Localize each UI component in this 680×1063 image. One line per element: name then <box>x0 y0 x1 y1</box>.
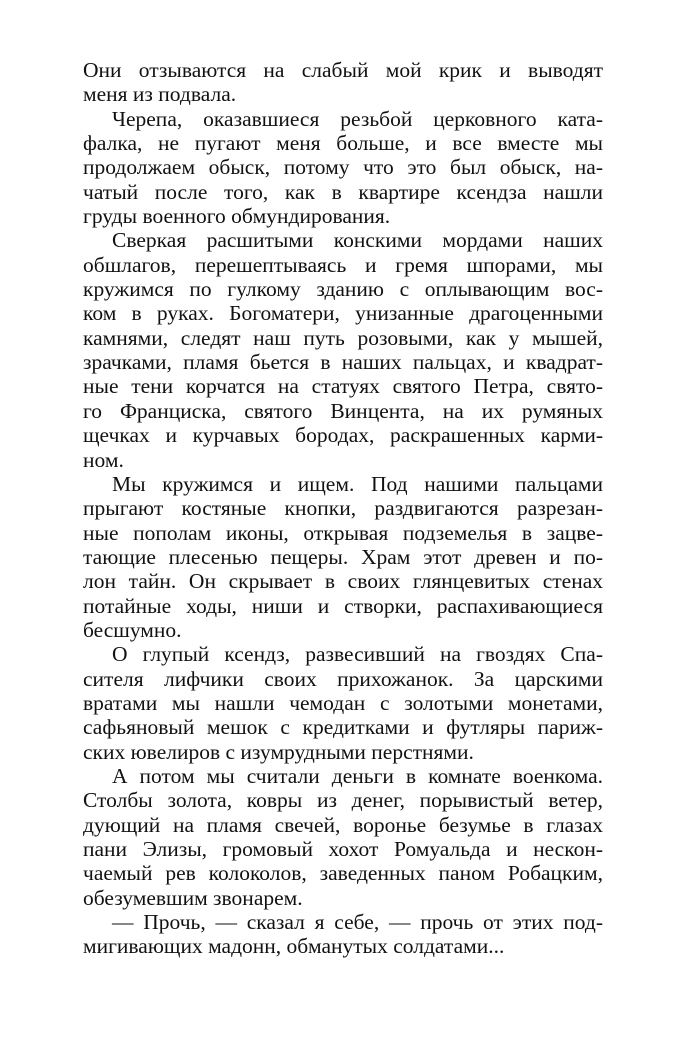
text-line: потайные ходы, ниши и створки, распахивающиеся <box>83 593 603 618</box>
text-line: Мы кружимся и ищем. Под нашими пальцами <box>112 471 603 496</box>
text-line: продолжаем обыск, потому что это был обыск, на- <box>83 155 603 180</box>
text-line: бесшумно. <box>83 617 182 642</box>
text-line: кружимся по гулкому зданию с оплывающим вос- <box>83 277 603 302</box>
text-line: обшлагов, перешептываясь и гремя шпорами, мы <box>83 252 603 277</box>
text-line: — Прочь, — сказал я себе, — прочь от этих под- <box>112 910 603 935</box>
text-line: ные пополам иконы, открывая подземелья в зацве- <box>83 520 603 545</box>
text-line: ном. <box>83 447 124 472</box>
text-line: обезумевшим звонарем. <box>83 885 303 910</box>
text-line: зрачками, пламя бьется в наших пальцах, и квадрат- <box>83 350 603 375</box>
text-line: вратами мы нашли чемодан с золотыми монетами, <box>83 690 603 715</box>
text-line: А потом мы считали деньги в комнате военкома. <box>112 763 603 788</box>
text-line: го Франциска, святого Винцента, на их румяных <box>83 398 603 423</box>
text-line: ные тени корчатся на статуях святого Петра, свято- <box>83 374 603 399</box>
text-line: Сверкая расшитыми конскими мордами наших <box>112 228 603 253</box>
text-line: фалка, не пугают меня больше, и все вместе мы <box>83 131 603 156</box>
text-line: сафьяновый мешок с кредитками и футляры париж- <box>83 715 603 740</box>
text-line: чаемый рев колоколов, заведенных паном Робацким, <box>83 861 603 886</box>
text-line: ком в руках. Богоматери, унизанные драгоценными <box>83 301 603 326</box>
text-line: О глупый ксендз, развесивший на гвоздях Спа- <box>112 642 603 667</box>
text-line: дующий на пламя свечей, воронье безумье в глазах <box>83 812 603 837</box>
text-line: щечках и курчавых бородах, раскрашенных карми- <box>83 423 603 448</box>
text-line: пани Элизы, громовый хохот Ромуальда и нескон- <box>83 837 603 861</box>
text-line: мигивающих мадонн, обманутых солдатами... <box>83 934 505 959</box>
text-line: меня из подвала. <box>83 82 237 107</box>
text-line: сителя лифчики своих прихожанок. За царскими <box>83 666 603 691</box>
text-line: лон тайн. Он скрывает в своих глянцевитых стенах <box>83 569 603 594</box>
text-line: прыгают костяные кнопки, раздвигаются разрезан- <box>83 496 603 521</box>
body-text <box>83 58 603 959</box>
text-line: Столбы золота, ковры из денег, порывистый ветер, <box>83 788 603 813</box>
text-line: груды военного обмундирования. <box>83 204 391 229</box>
text-line: камнями, следят наш путь розовыми, как у мышей, <box>83 325 603 350</box>
text-line: Они отзываются на слабый мой крик и выводят <box>83 58 603 82</box>
text-line: чатый после того, как в квартире ксендза нашли <box>83 179 603 204</box>
text-line: тающие плесенью пещеры. Храм этот древен и по- <box>83 544 603 569</box>
text-line: Черепа, оказавшиеся резьбой церковного ката- <box>112 106 603 131</box>
text-line: ских ювелиров с изумрудными перстнями. <box>83 739 474 764</box>
